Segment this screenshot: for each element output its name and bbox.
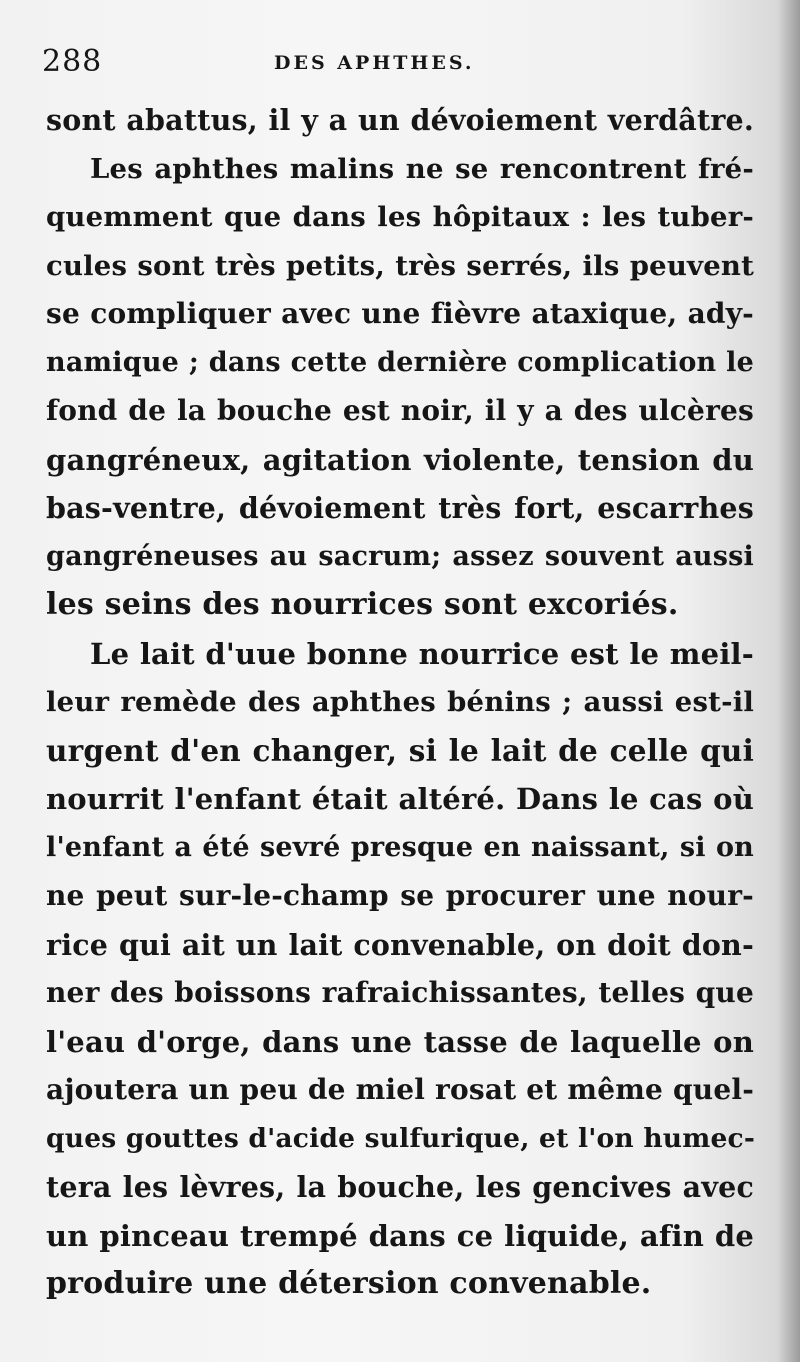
page-edge-shadow — [778, 0, 800, 1362]
running-title: DES APHTHES. — [274, 52, 475, 74]
text-line: se compliquer avec une fièvre ataxique, ady- — [46, 297, 754, 330]
text-line: ajoutera un peu de miel rosat et même quel- — [46, 1073, 755, 1106]
text-line: quemment que dans les hôpitaux : les tuber- — [46, 201, 754, 233]
page-number: 288 — [42, 44, 103, 79]
paragraph-last-line: produire une détersion convenable. — [46, 1266, 652, 1301]
page-header — [42, 42, 742, 82]
body-text — [46, 96, 754, 1309]
text-line: ner des boissons rafraichissantes, telles que — [46, 976, 754, 1009]
text-line: un pinceau trempé dans ce liquide, afin de — [46, 1218, 754, 1253]
text-line: ques gouttes d'acide sulfurique, et l'on humec- — [46, 1122, 756, 1154]
text-line: leur remède des aphthes bénins ; aussi est-il — [46, 686, 754, 718]
text-line: rice qui ait un lait convenable, on doit don- — [46, 927, 754, 962]
text-line: gangréneuses au sacrum; assez souvent aussi — [46, 540, 754, 572]
text-line: tera les lèvres, la bouche, les gencives avec — [46, 1170, 754, 1204]
paragraph-last-line: les seins des nourrices sont excoriés. — [46, 587, 679, 622]
text-line: l'eau d'orge, dans une tasse de laquelle on — [46, 1024, 754, 1059]
text-line: fond de la bouche est noir, il y a des ulcères — [46, 394, 754, 427]
text-line: sont abattus, il y a un dévoiement verdâtre. — [46, 103, 754, 137]
text-line: ne peut sur-le-champ se procurer une nour- — [46, 879, 754, 912]
paragraph-first-line: Le lait d'uue bonne nourrice est le meil- — [90, 636, 754, 671]
text-line: cules sont très petits, très serrés, ils peuvent — [46, 249, 754, 282]
text-line: urgent d'en changer, si le lait de celle qui — [46, 732, 754, 768]
text-line: l'enfant a été sevré presque en naissant, si on — [46, 831, 754, 863]
text-line: nourrit l'enfant était altéré. Dans le cas où — [46, 782, 754, 816]
text-line: bas-ventre, dévoiement très fort, escarrhes — [46, 491, 754, 525]
text-line: gangréneux, agitation violente, tension du — [46, 442, 754, 477]
paragraph-first-line: Les aphthes malins ne se rencontrent fré- — [90, 152, 754, 185]
text-line: namique ; dans cette dernière complication le — [46, 346, 754, 378]
